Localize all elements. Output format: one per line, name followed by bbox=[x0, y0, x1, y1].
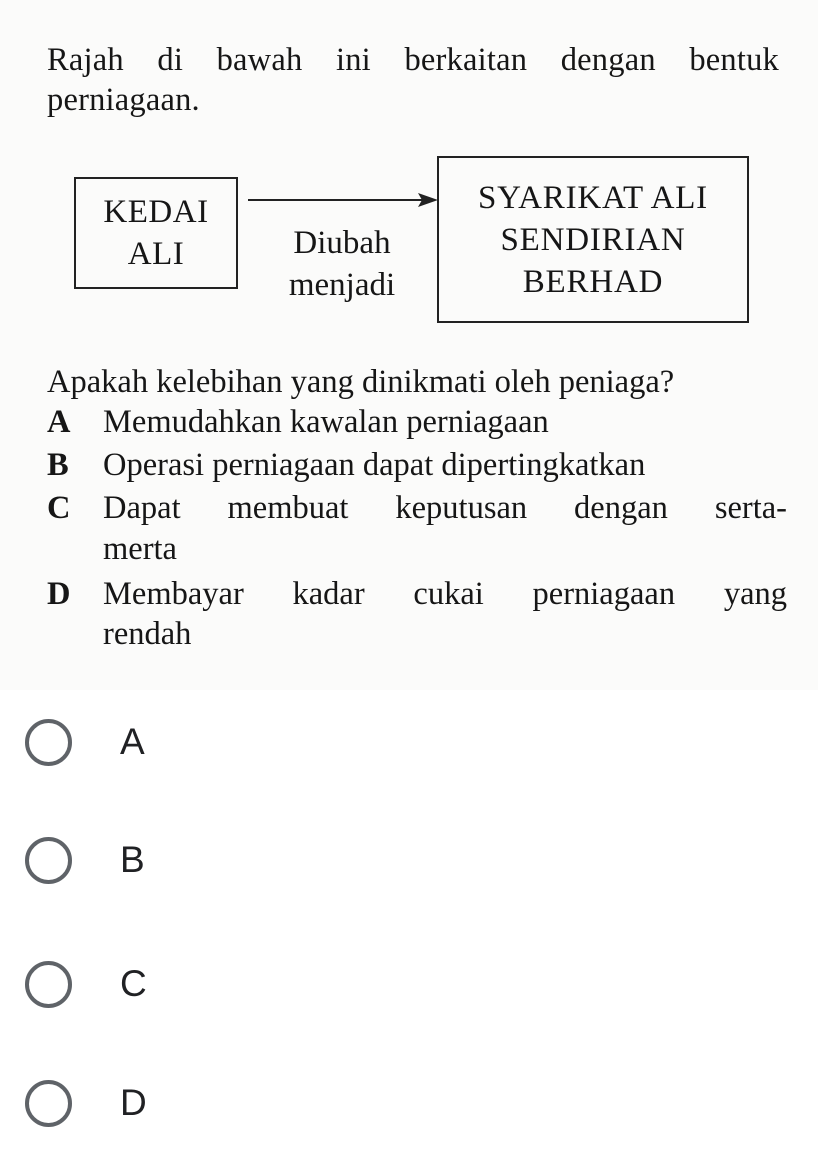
box-kedai-ali bbox=[74, 177, 238, 289]
question-text: Apakah kelebihan yang dinikmati oleh peniaga? bbox=[47, 364, 675, 400]
intro-text bbox=[47, 40, 779, 120]
option-text: Memudahkan kawalan perniagaan bbox=[103, 404, 549, 440]
option-a bbox=[47, 402, 787, 443]
option-text: Membayar kadar cukai perniagaan yang bbox=[103, 576, 787, 612]
arrow-label bbox=[272, 222, 412, 306]
intro-line-2: perniagaan. bbox=[47, 82, 200, 118]
radio-button-d[interactable] bbox=[25, 1080, 72, 1127]
box-syarikat-line-3: BERHAD bbox=[522, 263, 664, 300]
option-letter: C bbox=[47, 490, 71, 526]
box-kedai-ali-line-1: KEDAI bbox=[103, 194, 209, 230]
option-text: Dapat membuat keputusan dengan serta- bbox=[103, 490, 787, 526]
option-letter: A bbox=[47, 404, 71, 440]
answer-option-d[interactable] bbox=[25, 1073, 147, 1133]
answer-option-b[interactable] bbox=[25, 830, 145, 890]
answer-label-a[interactable]: A bbox=[120, 721, 145, 762]
answer-label-b[interactable]: B bbox=[120, 839, 145, 880]
radio-button-c[interactable] bbox=[25, 961, 72, 1008]
intro-line-1: Rajah di bawah ini berkaitan dengan bentuk bbox=[47, 42, 779, 78]
answer-option-a[interactable] bbox=[25, 712, 145, 772]
radio-button-b[interactable] bbox=[25, 837, 72, 884]
option-c bbox=[47, 488, 787, 529]
option-text-continued: merta bbox=[103, 531, 177, 567]
option-letter: D bbox=[47, 576, 71, 612]
box-kedai-ali-line-2: ALI bbox=[127, 236, 185, 272]
answer-option-c[interactable] bbox=[25, 954, 147, 1014]
arrow-label-line-1: Diubah bbox=[293, 225, 391, 261]
option-d-continued bbox=[47, 614, 787, 655]
box-syarikat-line-1: SYARIKAT ALI bbox=[478, 179, 708, 216]
answer-label-d[interactable]: D bbox=[120, 1082, 147, 1123]
box-syarikat-ali bbox=[437, 156, 749, 323]
answer-label-c[interactable]: C bbox=[120, 963, 147, 1004]
box-syarikat-line-2: SENDIRIAN bbox=[500, 221, 686, 258]
option-b bbox=[47, 445, 787, 486]
option-d bbox=[47, 574, 787, 615]
option-text-continued: rendah bbox=[103, 616, 192, 652]
radio-button-a[interactable] bbox=[25, 719, 72, 766]
option-c-continued bbox=[47, 529, 787, 570]
arrow-label-line-2: menjadi bbox=[288, 267, 396, 303]
option-text: Operasi perniagaan dapat dipertingkatkan bbox=[103, 447, 646, 483]
option-letter: B bbox=[47, 447, 69, 483]
arrow-right-icon bbox=[248, 190, 438, 210]
